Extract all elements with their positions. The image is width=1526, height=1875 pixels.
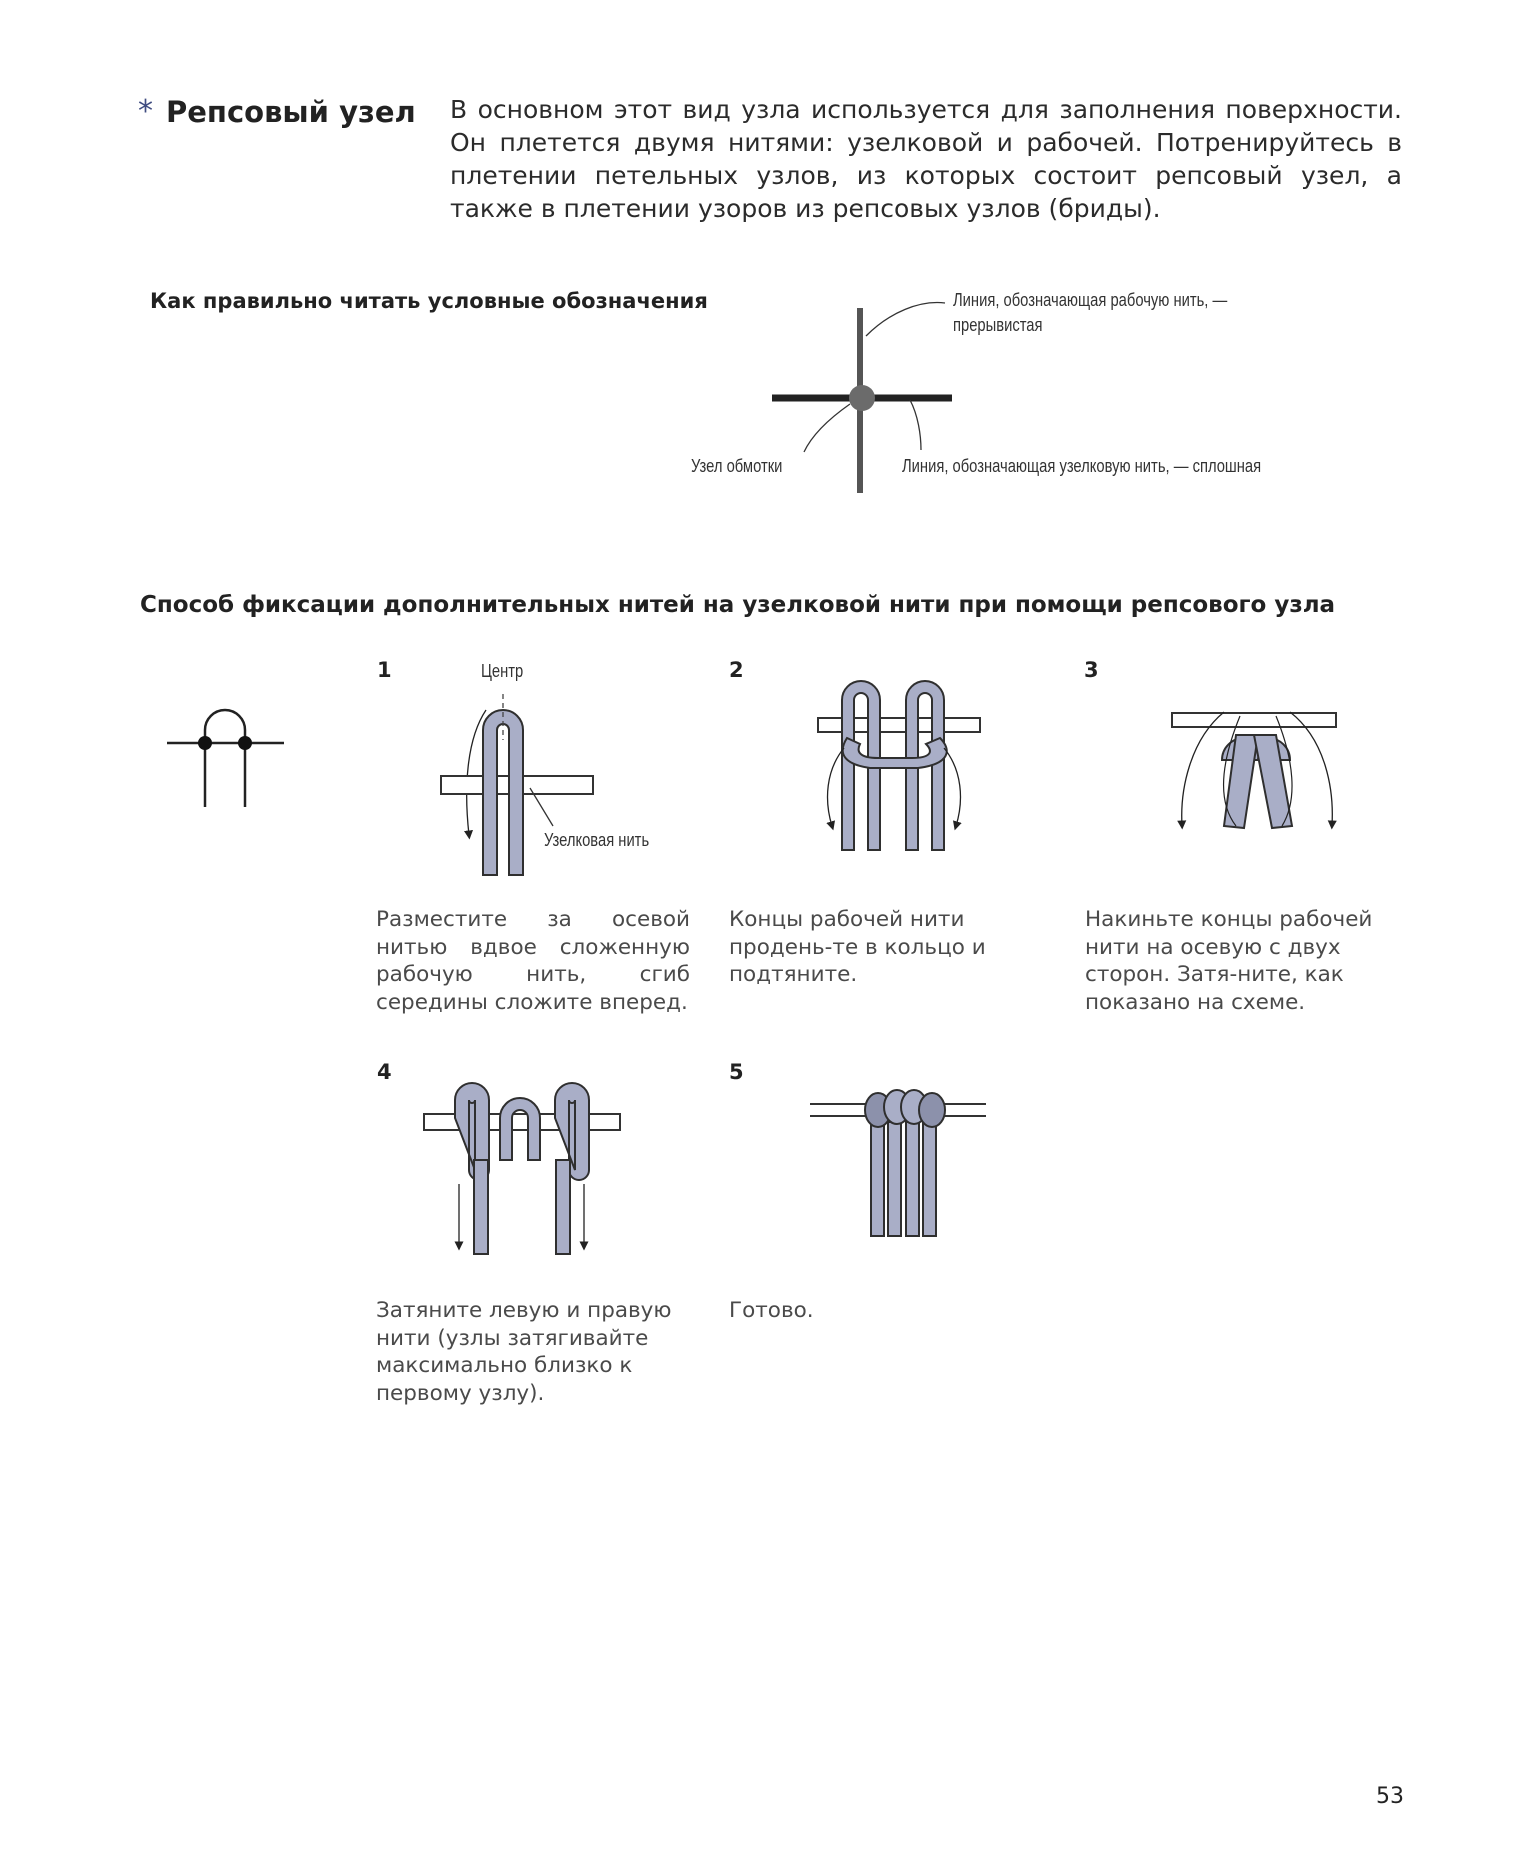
legend-knot-line-label: Линия, обозначающая узелковую нить, — сплошная — [902, 456, 1262, 476]
legend-symbol — [772, 303, 952, 493]
step-4-diagram — [424, 1083, 620, 1254]
legend-wrap-knot-label: Узел обмотки — [691, 456, 783, 476]
step-1-number: 1 — [377, 658, 392, 682]
legend-working-line-label-2: прерывистая — [953, 315, 1043, 335]
method-symbol — [167, 710, 284, 807]
step-5-number: 5 — [729, 1060, 744, 1084]
step-2-caption: Концы рабочей нити продень-те в кольцо и подтяните. — [729, 907, 986, 987]
step-3-diagram — [1172, 712, 1336, 828]
page-number: 53 — [1376, 1784, 1404, 1809]
step-2-diagram — [818, 681, 980, 850]
wrap-knot-dot — [849, 385, 875, 411]
step-5-diagram — [810, 1090, 986, 1236]
step-4-caption: Затяните левую и правую нити (узлы затягивайте максимально близко к первому узлу). — [376, 1298, 672, 1406]
center-label: Центр — [481, 661, 524, 681]
step-2-number: 2 — [729, 658, 744, 682]
star-bullet-icon: * — [138, 94, 153, 129]
step-3-number: 3 — [1084, 658, 1099, 682]
method-heading: Способ фиксации дополнительных нитей на узелковой нити при помощи репсового узла — [140, 592, 1336, 618]
step-4-number: 4 — [377, 1060, 392, 1084]
section-title: Репсовый узел — [166, 95, 416, 129]
step-3-caption: Накиньте концы рабочей нити на осевую с двух сторон. Затя-ните, как показано на схеме. — [1085, 907, 1373, 1015]
step-1-diagram — [441, 694, 593, 875]
legend-working-line-label: Линия, обозначающая рабочую нить, — — [953, 290, 1228, 310]
intro-paragraph: В основном этот вид узла используется для заполнения поверхности. Он плетется двумя нитями: узелковой и рабочей. Потренируйтесь в плетении петельных узлов, из которых состоит репсовый узел, а также в плетении узоров из репсовых узлов (бриды). — [450, 95, 1402, 223]
step-1-caption: Разместите за осевой нитью вдвое сложенную рабочую нить, сгиб середины сложите вперед. — [376, 907, 690, 1015]
step-5-caption: Готово. — [729, 1298, 814, 1323]
legend-heading: Как правильно читать условные обозначения — [150, 289, 708, 313]
knot-thread-label: Узелковая нить — [544, 830, 650, 850]
